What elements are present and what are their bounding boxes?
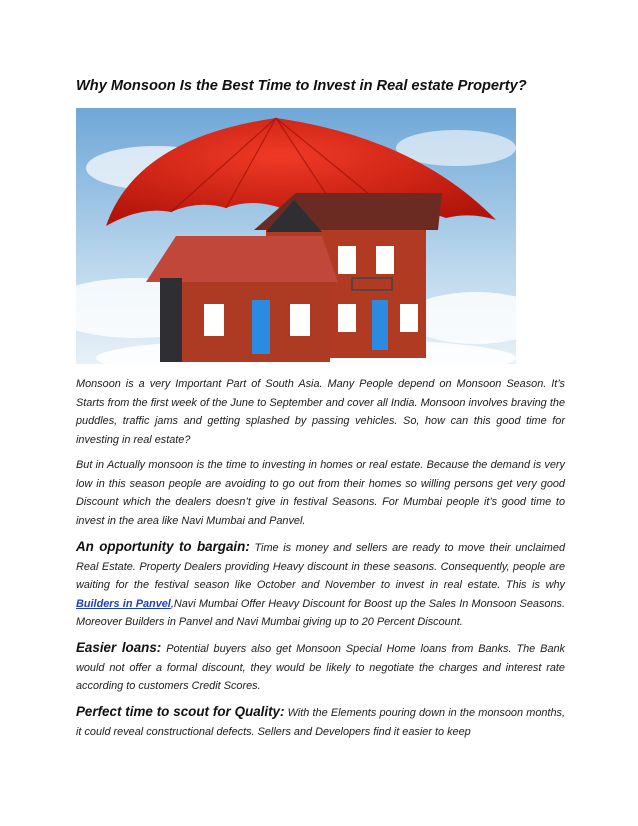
demand-paragraph: But in Actually monsoon is the time to investing in homes or real estate. Because the demand is very low in this season people are avoiding to go out from their homes so willing persons get very good Discount which the dealers doesn’t give in festival Seasons. For Mumbai people it’s good time to invest in the area like Navi Mumbai and Panvel. [76,459,565,527]
quality-heading: Perfect time to scout for Quality: [76,704,285,719]
bargain-heading: An opportunity to bargain: [76,539,250,554]
quality-text: With the Elements pouring down in the monsoon months, it could reveal constructional defects. Sellers and Developers find it easier to keep [76,707,565,738]
article-title: Why Monsoon Is the Best Time to Invest in Real estate Property? [76,78,527,94]
builders-in-panvel-link[interactable]: Builders in Panvel [76,597,171,610]
bargain-section [76,538,565,632]
loans-text: Potential buyers also get Monsoon Special Home loans from Banks. The Bank would not offer a formal discount, they would be likely to negotiate the charges and interest rate according to customers Credit Scores. [76,643,565,692]
house-umbrella-image [76,108,516,364]
quality-section [76,703,565,741]
loans-heading: Easier loans: [76,640,162,655]
intro-paragraph: Monsoon is a very Important Part of South Asia. Many People depend on Monsoon Season. It’s Starts from the first week of the June to September and cover all India. Monsoon involves braving the puddles, traffic jams and getting splashed by passing vehicles. So, how can this good time for investing in real estate? [76,378,565,446]
bargain-text: Time is money and sellers are ready to move their unclaimed Real Estate. Property Dealers providing Heavy discount in these seasons. Consequently, people are waiting for the festival season like October and November to invest in real estate. This is why [76,542,565,591]
bargain-text-continued: ,Navi Mumbai Offer Heavy Discount for Boost up the Sales In Monsoon Seasons. Moreover Builders in Panvel and Navi Mumbai giving up to 20 Percent Discount. [76,597,565,628]
loans-section [76,639,565,696]
